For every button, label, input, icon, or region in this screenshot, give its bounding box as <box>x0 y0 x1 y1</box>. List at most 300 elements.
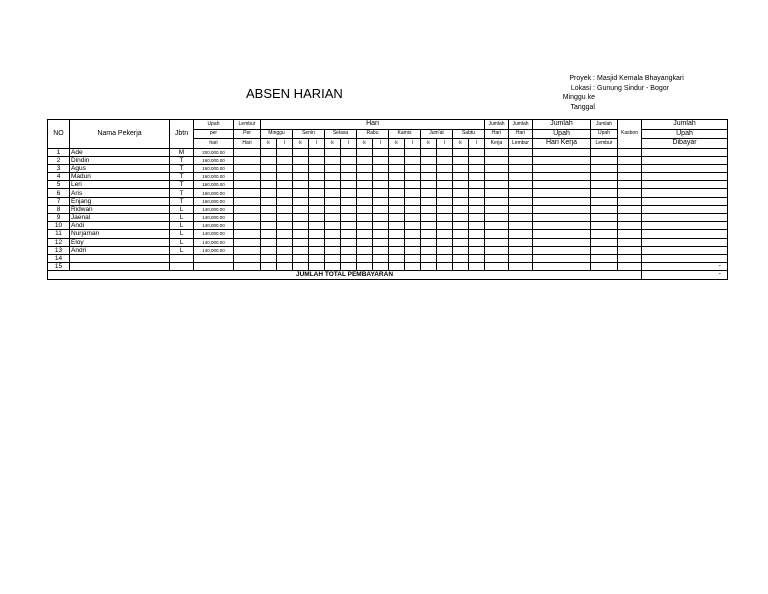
row-day-cell <box>405 230 421 238</box>
row-day-cell <box>453 164 469 172</box>
header-hari: Hari <box>261 120 485 130</box>
row-day-cell <box>293 222 309 230</box>
row-jumlah-upah-hari-kerja <box>533 230 591 238</box>
project-value: Masjid Kemala Bhayangkari <box>597 75 684 82</box>
row-kasbon <box>618 246 642 254</box>
row-day-cell <box>309 263 325 271</box>
header-sub-k: k <box>325 139 341 149</box>
row-day-cell <box>389 173 405 181</box>
row-jumlah-hari-lembur <box>509 246 533 254</box>
row-nama: Madun <box>70 173 170 181</box>
row-day-cell <box>421 222 437 230</box>
row-day-cell <box>469 230 485 238</box>
row-day-cell <box>293 238 309 246</box>
row-day-cell <box>325 156 341 164</box>
row-day-cell <box>437 230 453 238</box>
header-day-rabu: Rabu <box>357 129 389 139</box>
row-day-cell <box>341 254 357 262</box>
row-nama: Andri <box>70 246 170 254</box>
row-jumlah-upah-lembur <box>591 189 618 197</box>
row-day-cell <box>373 222 389 230</box>
row-no: 6 <box>48 189 70 197</box>
row-upah: 160,000.00 <box>194 181 234 189</box>
attendance-table <box>47 119 728 280</box>
row-jumlah-upah-lembur <box>591 173 618 181</box>
row-nama: Ridwan <box>70 205 170 213</box>
row-day-cell <box>293 148 309 156</box>
row-day-cell <box>309 205 325 213</box>
row-day-cell <box>277 148 293 156</box>
row-day-cell <box>325 148 341 156</box>
row-jbtn: T <box>170 173 194 181</box>
row-jumlah-hari-kerja <box>485 197 509 205</box>
header-upah-3: hari <box>194 139 234 149</box>
row-day-cell <box>405 205 421 213</box>
row-day-cell <box>309 181 325 189</box>
header-juhk-1: Jumlah <box>533 120 591 130</box>
row-day-cell <box>373 189 389 197</box>
row-lembur <box>234 148 261 156</box>
row-day-cell <box>389 238 405 246</box>
row-nama: Ade <box>70 148 170 156</box>
row-day-cell <box>469 238 485 246</box>
row-day-cell <box>405 246 421 254</box>
row-jbtn <box>170 254 194 262</box>
table-row <box>48 197 728 205</box>
row-nama: Aris <box>70 189 170 197</box>
row-kasbon <box>618 222 642 230</box>
row-jumlah-upah-lembur <box>591 164 618 172</box>
row-day-cell <box>309 156 325 164</box>
row-day-cell <box>373 181 389 189</box>
row-jumlah-upah-hari-kerja <box>533 181 591 189</box>
row-jbtn: T <box>170 164 194 172</box>
row-jbtn: T <box>170 156 194 164</box>
row-day-cell <box>293 173 309 181</box>
row-no: 14 <box>48 254 70 262</box>
row-jumlah-upah-dibayar <box>642 148 728 156</box>
row-day-cell <box>261 189 277 197</box>
row-jumlah-upah-lembur <box>591 222 618 230</box>
row-day-cell <box>293 164 309 172</box>
row-lembur <box>234 164 261 172</box>
row-day-cell <box>373 173 389 181</box>
header-jhk-2: Hari <box>485 129 509 139</box>
row-kasbon <box>618 197 642 205</box>
row-day-cell <box>373 214 389 222</box>
row-day-cell <box>341 238 357 246</box>
row-lembur <box>234 156 261 164</box>
row-day-cell <box>405 189 421 197</box>
row-jbtn: L <box>170 238 194 246</box>
row-jumlah-hari-lembur <box>509 263 533 271</box>
row-day-cell <box>389 164 405 172</box>
row-day-cell <box>341 164 357 172</box>
header-sub-k: k <box>389 139 405 149</box>
row-jumlah-upah-lembur <box>591 148 618 156</box>
row-day-cell <box>469 189 485 197</box>
row-jumlah-upah-hari-kerja <box>533 246 591 254</box>
row-jumlah-hari-kerja <box>485 246 509 254</box>
row-jumlah-upah-dibayar <box>642 173 728 181</box>
row-jumlah-hari-lembur <box>509 205 533 213</box>
row-jumlah-hari-kerja <box>485 173 509 181</box>
row-jumlah-hari-lembur <box>509 214 533 222</box>
header-kasbon: Kasbon <box>618 120 642 149</box>
row-kasbon <box>618 164 642 172</box>
row-day-cell <box>309 214 325 222</box>
row-day-cell <box>437 205 453 213</box>
row-day-cell <box>421 148 437 156</box>
row-day-cell <box>357 156 373 164</box>
row-nama: Jaenal <box>70 214 170 222</box>
row-day-cell <box>277 263 293 271</box>
row-lembur <box>234 263 261 271</box>
row-day-cell <box>341 205 357 213</box>
row-jbtn: L <box>170 205 194 213</box>
row-jumlah-hari-kerja <box>485 238 509 246</box>
row-day-cell <box>293 156 309 164</box>
row-jumlah-hari-lembur <box>509 156 533 164</box>
row-day-cell <box>325 189 341 197</box>
header-sub-k: k <box>293 139 309 149</box>
row-day-cell <box>261 263 277 271</box>
header-jhl-3: Lembur <box>509 139 533 149</box>
row-day-cell <box>437 222 453 230</box>
row-day-cell <box>469 246 485 254</box>
row-day-cell <box>389 197 405 205</box>
header-day-senin: Senin <box>293 129 325 139</box>
row-nama: Nurjaman <box>70 230 170 238</box>
row-day-cell <box>373 254 389 262</box>
row-day-cell <box>309 173 325 181</box>
row-day-cell <box>261 246 277 254</box>
header-jhl-1: Jumlah <box>509 120 533 130</box>
row-day-cell <box>325 197 341 205</box>
header-jhl-2: Hari <box>509 129 533 139</box>
row-day-cell <box>261 254 277 262</box>
row-day-cell <box>453 205 469 213</box>
row-day-cell <box>293 230 309 238</box>
row-day-cell <box>325 214 341 222</box>
row-day-cell <box>421 197 437 205</box>
row-day-cell <box>453 173 469 181</box>
row-lembur <box>234 205 261 213</box>
row-day-cell <box>309 189 325 197</box>
row-day-cell <box>261 148 277 156</box>
table-row <box>48 205 728 213</box>
week-value <box>597 93 737 103</box>
row-day-cell <box>357 173 373 181</box>
row-day-cell <box>357 189 373 197</box>
header-jhk-1: Jumlah <box>485 120 509 130</box>
row-jumlah-upah-lembur <box>591 254 618 262</box>
row-day-cell <box>373 197 389 205</box>
header-day-minggu: Minggu <box>261 129 293 139</box>
row-day-cell <box>405 197 421 205</box>
row-day-cell <box>261 181 277 189</box>
row-day-cell <box>389 230 405 238</box>
row-no: 2 <box>48 156 70 164</box>
row-jbtn: T <box>170 197 194 205</box>
row-lembur <box>234 222 261 230</box>
row-day-cell <box>389 246 405 254</box>
row-day-cell <box>469 254 485 262</box>
row-day-cell <box>277 164 293 172</box>
row-day-cell <box>437 246 453 254</box>
row-day-cell <box>261 205 277 213</box>
row-jumlah-upah-hari-kerja <box>533 238 591 246</box>
row-jumlah-hari-kerja <box>485 189 509 197</box>
row-day-cell <box>453 263 469 271</box>
project-info-labels <box>540 74 595 112</box>
project-label: Proyek : <box>569 75 595 82</box>
row-day-cell <box>325 238 341 246</box>
row-jumlah-upah-lembur <box>591 197 618 205</box>
table-row <box>48 156 728 164</box>
row-day-cell <box>357 263 373 271</box>
row-day-cell <box>357 238 373 246</box>
row-nama: Eloy <box>70 238 170 246</box>
row-day-cell <box>357 164 373 172</box>
row-day-cell <box>421 254 437 262</box>
row-day-cell <box>261 173 277 181</box>
row-jumlah-hari-kerja <box>485 214 509 222</box>
row-jumlah-upah-dibayar <box>642 254 728 262</box>
row-day-cell <box>277 189 293 197</box>
row-upah: 140,000.00 <box>194 246 234 254</box>
row-no: 3 <box>48 164 70 172</box>
row-day-cell <box>341 263 357 271</box>
header-sub-l: l <box>277 139 293 149</box>
row-day-cell <box>261 230 277 238</box>
row-day-cell <box>309 164 325 172</box>
row-day-cell <box>261 214 277 222</box>
row-jumlah-upah-lembur <box>591 238 618 246</box>
row-no: 11 <box>48 230 70 238</box>
row-day-cell <box>277 181 293 189</box>
header-jud-2: Upah <box>642 129 728 139</box>
row-jumlah-upah-hari-kerja <box>533 254 591 262</box>
row-jumlah-upah-dibayar <box>642 246 728 254</box>
page-title: ABSEN HARIAN <box>246 86 343 101</box>
row-day-cell <box>389 148 405 156</box>
row-jbtn: T <box>170 189 194 197</box>
row-day-cell <box>405 148 421 156</box>
row-jbtn: T <box>170 181 194 189</box>
row-day-cell <box>261 164 277 172</box>
row-jumlah-upah-hari-kerja <box>533 263 591 271</box>
row-day-cell <box>405 181 421 189</box>
header-day-kamis: Kamis <box>389 129 421 139</box>
row-day-cell <box>421 263 437 271</box>
row-no: 1 <box>48 148 70 156</box>
row-jbtn <box>170 263 194 271</box>
row-day-cell <box>261 222 277 230</box>
row-day-cell <box>373 263 389 271</box>
row-nama: Leri <box>70 181 170 189</box>
row-day-cell <box>453 238 469 246</box>
row-day-cell <box>341 214 357 222</box>
row-day-cell <box>437 214 453 222</box>
row-day-cell <box>469 173 485 181</box>
row-day-cell <box>277 254 293 262</box>
row-jumlah-hari-kerja <box>485 181 509 189</box>
row-no: 4 <box>48 173 70 181</box>
row-day-cell <box>277 156 293 164</box>
row-upah <box>194 263 234 271</box>
row-upah: 160,000.00 <box>194 197 234 205</box>
row-nama: Agus <box>70 164 170 172</box>
row-day-cell <box>453 214 469 222</box>
row-day-cell <box>437 164 453 172</box>
header-upah-2: per <box>194 129 234 139</box>
row-day-cell <box>309 238 325 246</box>
row-day-cell <box>261 156 277 164</box>
total-value: - <box>642 271 728 279</box>
row-day-cell <box>261 197 277 205</box>
row-jumlah-upah-dibayar <box>642 156 728 164</box>
row-jumlah-upah-dibayar: - <box>642 263 728 271</box>
row-lembur <box>234 254 261 262</box>
row-day-cell <box>357 230 373 238</box>
row-jumlah-upah-hari-kerja <box>533 148 591 156</box>
row-lembur <box>234 173 261 181</box>
row-day-cell <box>309 254 325 262</box>
row-day-cell <box>325 246 341 254</box>
row-day-cell <box>421 181 437 189</box>
row-day-cell <box>389 189 405 197</box>
row-jbtn: L <box>170 246 194 254</box>
row-day-cell <box>389 156 405 164</box>
header-sub-l: l <box>341 139 357 149</box>
row-day-cell <box>325 181 341 189</box>
row-day-cell <box>357 214 373 222</box>
row-jumlah-upah-lembur <box>591 156 618 164</box>
row-jumlah-hari-kerja <box>485 148 509 156</box>
row-no: 5 <box>48 181 70 189</box>
row-lembur <box>234 181 261 189</box>
row-day-cell <box>309 230 325 238</box>
row-day-cell <box>405 222 421 230</box>
row-jumlah-upah-dibayar <box>642 205 728 213</box>
table-row <box>48 173 728 181</box>
header-sub-l: l <box>405 139 421 149</box>
row-day-cell <box>469 205 485 213</box>
row-lembur <box>234 238 261 246</box>
date-label: Tanggal <box>570 103 595 111</box>
row-lembur <box>234 230 261 238</box>
header-day-selasa: Selasa <box>325 129 357 139</box>
row-day-cell <box>437 156 453 164</box>
row-day-cell <box>325 263 341 271</box>
row-day-cell <box>293 263 309 271</box>
row-jumlah-hari-lembur <box>509 189 533 197</box>
location-label: Lokasi : <box>570 84 595 92</box>
row-lembur <box>234 189 261 197</box>
row-day-cell <box>405 238 421 246</box>
row-upah: 140,000.00 <box>194 222 234 230</box>
row-jumlah-upah-lembur <box>591 214 618 222</box>
row-jumlah-upah-hari-kerja <box>533 205 591 213</box>
row-day-cell <box>405 254 421 262</box>
row-day-cell <box>421 164 437 172</box>
row-day-cell <box>453 148 469 156</box>
row-day-cell <box>469 164 485 172</box>
row-day-cell <box>357 148 373 156</box>
row-day-cell <box>357 205 373 213</box>
row-day-cell <box>389 181 405 189</box>
row-day-cell <box>453 181 469 189</box>
row-day-cell <box>469 222 485 230</box>
row-day-cell <box>453 254 469 262</box>
row-day-cell <box>293 214 309 222</box>
row-day-cell <box>325 205 341 213</box>
row-jumlah-hari-lembur <box>509 181 533 189</box>
row-day-cell <box>373 205 389 213</box>
row-day-cell <box>469 148 485 156</box>
row-jumlah-upah-hari-kerja <box>533 197 591 205</box>
row-day-cell <box>341 230 357 238</box>
row-day-cell <box>453 197 469 205</box>
row-day-cell <box>469 197 485 205</box>
row-day-cell <box>421 173 437 181</box>
header-juhk-3: Hari Kerja <box>533 139 591 149</box>
row-day-cell <box>469 263 485 271</box>
total-label: JUMLAH TOTAL PEMBAYARAN <box>48 271 642 279</box>
row-day-cell <box>357 181 373 189</box>
row-day-cell <box>277 197 293 205</box>
row-day-cell <box>341 189 357 197</box>
row-upah: 160,000.00 <box>194 164 234 172</box>
row-jumlah-upah-dibayar <box>642 189 728 197</box>
header-sub-k: k <box>261 139 277 149</box>
row-day-cell <box>469 214 485 222</box>
row-day-cell <box>341 156 357 164</box>
row-jumlah-upah-dibayar <box>642 214 728 222</box>
header-day-sabtu: Sabtu <box>453 129 485 139</box>
row-day-cell <box>293 246 309 254</box>
row-day-cell <box>421 156 437 164</box>
row-day-cell <box>469 156 485 164</box>
table-row <box>48 148 728 156</box>
table-row <box>48 164 728 172</box>
row-jumlah-upah-hari-kerja <box>533 214 591 222</box>
header-jud-3: Dibayar <box>642 139 728 149</box>
row-day-cell <box>261 238 277 246</box>
row-upah <box>194 254 234 262</box>
row-nama: Andi <box>70 222 170 230</box>
row-jumlah-upah-dibayar <box>642 164 728 172</box>
row-day-cell <box>389 263 405 271</box>
row-jumlah-hari-lembur <box>509 222 533 230</box>
row-day-cell <box>277 230 293 238</box>
table-row <box>48 263 728 271</box>
row-jumlah-hari-lembur <box>509 148 533 156</box>
row-day-cell <box>437 254 453 262</box>
row-day-cell <box>293 189 309 197</box>
row-nama: Enjang <box>70 197 170 205</box>
row-day-cell <box>277 222 293 230</box>
row-jumlah-upah-dibayar <box>642 181 728 189</box>
header-day-jumat: Jum'at <box>421 129 453 139</box>
header-jud-1: Jumlah <box>642 120 728 130</box>
row-jumlah-upah-dibayar <box>642 197 728 205</box>
row-jumlah-hari-kerja <box>485 263 509 271</box>
row-kasbon <box>618 254 642 262</box>
row-jumlah-upah-lembur <box>591 181 618 189</box>
row-kasbon <box>618 214 642 222</box>
